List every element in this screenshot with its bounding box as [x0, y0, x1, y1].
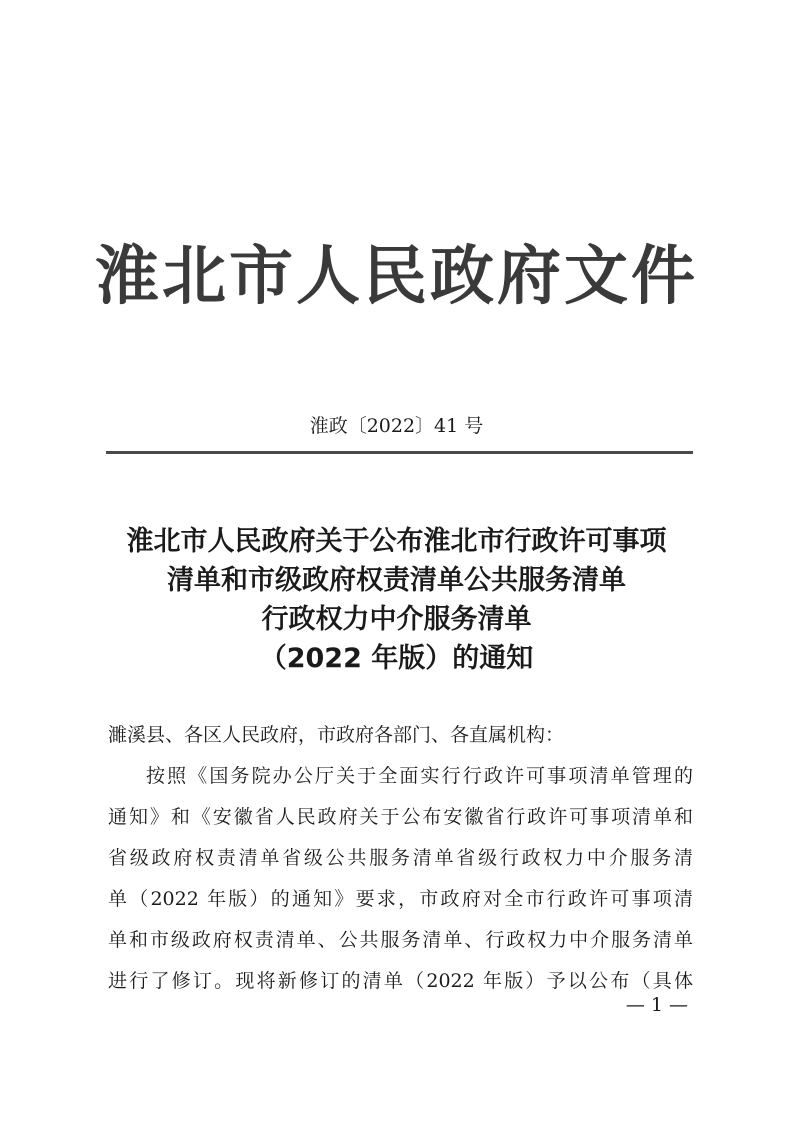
masthead-divider: [106, 451, 693, 454]
document-title: [60, 522, 733, 678]
title-line: 行政权力中介服务清单: [261, 604, 532, 635]
document-body: [108, 715, 693, 1002]
masthead-title: 淮北市人民政府文件: [95, 240, 698, 314]
paragraph-line: 通知》和《安徽省人民政府关于公布安徽省行政许可事项清单和: [108, 806, 693, 828]
addressee-line: 濉溪县、各区人民政府，市政府各部门、各直属机构：: [108, 724, 565, 746]
title-line: （2022 年版）的通知: [259, 643, 534, 674]
page-number: — 1 —: [625, 994, 688, 1016]
title-line: 清单和市级政府权责清单公共服务清单: [167, 565, 626, 596]
paragraph-line: 单（2022 年版）的通知》要求，市政府对全市行政许可事项清: [108, 888, 693, 910]
paragraph-line: 省级政府权责清单省级公共服务清单省级行政权力中介服务清: [108, 847, 693, 869]
title-line: 淮北市人民政府关于公布淮北市行政许可事项: [126, 526, 667, 557]
document-number: 淮政〔2022〕41 号: [309, 415, 484, 437]
paragraph-line: 单和市级政府权责清单、公共服务清单、行政权力中介服务清单: [108, 929, 693, 951]
paragraph-line: 进行了修订。现将新修订的清单（2022 年版）予以公布（具体: [108, 970, 693, 992]
paragraph-line: 按照《国务院办公厅关于全面实行行政许可事项清单管理的: [146, 765, 693, 787]
